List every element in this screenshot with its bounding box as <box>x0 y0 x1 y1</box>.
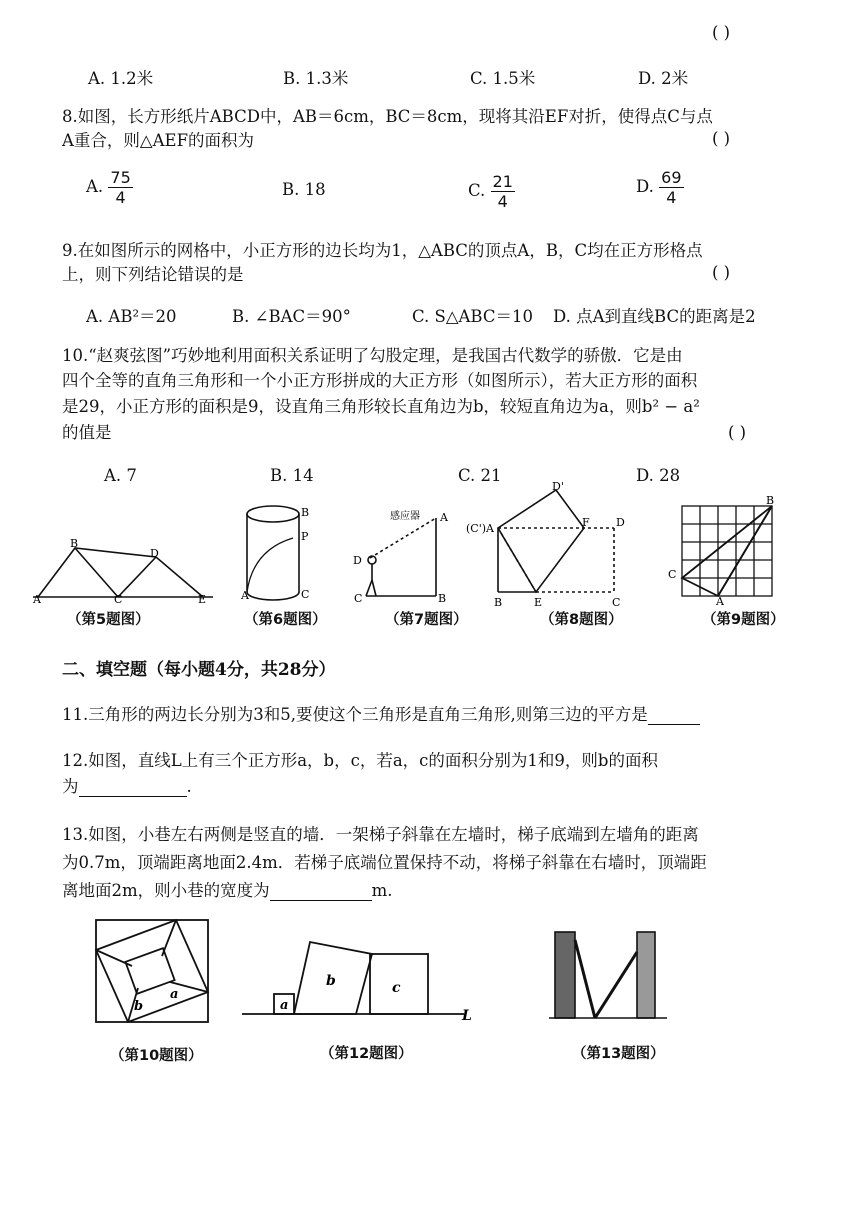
q8-option-a <box>86 168 133 207</box>
fig12-label-l: L <box>462 1008 472 1024</box>
q10-option-d: D. 28 <box>636 466 681 485</box>
question-answer-paren: ( ) <box>712 23 731 42</box>
caption-fig8: （第8题图） <box>540 612 623 628</box>
caption-fig5: （第5题图） <box>67 612 150 628</box>
q10-option-c: C. 21 <box>458 466 502 485</box>
fig6-label-b: B <box>301 506 310 519</box>
caption-fig10: （第10题图） <box>110 1048 203 1064</box>
q8-option-d-label: D. <box>636 177 654 196</box>
fig7-label-b: B <box>438 592 447 604</box>
q8-option-c-fraction <box>491 172 515 211</box>
q13-unit: m. <box>371 881 393 900</box>
q8-option-b: B. 18 <box>282 180 326 199</box>
q12-prompt: 为 <box>62 777 79 796</box>
q7-option-d: D. 2米 <box>638 69 689 88</box>
q8-option-c-label: C. <box>468 181 486 200</box>
q10-line2: 四个全等的直角三角形和一个小正方形拼成的大正方形（如图所示），若大正方形的面积 <box>62 371 698 390</box>
q11-text <box>62 704 700 725</box>
denominator: 4 <box>497 192 508 211</box>
figure-12 <box>240 930 480 1025</box>
fig7-label-c: C <box>354 592 363 604</box>
fig5-label-a: A <box>33 593 41 605</box>
figure-10 <box>92 916 217 1026</box>
q8-line1: 8.如图，长方形纸片ABCD中，AB＝6cm，BC＝8cm，现将其沿EF对折，使得点C与点 <box>62 107 713 126</box>
fig10-label-a: a <box>170 987 179 1002</box>
q9-option-d: D. 点A到直线BC的距离是2 <box>553 307 756 326</box>
caption-fig9: （第9题图） <box>702 612 785 628</box>
numerator: 69 <box>661 168 682 187</box>
q10-line1: 10.“赵爽弦图”巧妙地利用面积关系证明了勾股定理，是我国古代数学的骄傲．它是由 <box>62 346 683 365</box>
figure-7 <box>348 506 458 604</box>
fig12-label-b: b <box>326 973 336 989</box>
q8-option-d-fraction <box>659 168 683 207</box>
figure-9 <box>662 494 787 606</box>
figure-6 <box>235 500 320 605</box>
q8-option-a-label: A. <box>86 177 104 196</box>
q8-paren: ( ) <box>712 129 731 148</box>
fig8-label-b: B <box>494 596 503 609</box>
fig5-label-e: E <box>198 593 207 605</box>
fig8-label-f: F <box>582 516 590 529</box>
caption-fig7: （第7题图） <box>385 612 468 628</box>
q9-option-c: C. S△ABC＝10 <box>412 307 533 326</box>
denominator: 4 <box>115 188 126 207</box>
fig9-label-a: A <box>716 595 724 606</box>
caption-fig6: （第6题图） <box>244 612 327 628</box>
fig9-label-b: B <box>766 494 775 507</box>
q13-line1: 13.如图，小巷左右两侧是竖直的墙．一架梯子斜靠在左墙时，梯子底端到左墙角的距离 <box>62 825 699 844</box>
fig12-label-a: a <box>280 998 289 1013</box>
fig7-label-sensor: 感应器 <box>390 511 420 522</box>
q9-option-a: A. AB²＝20 <box>86 307 177 326</box>
q13-line2: 为0.7m，顶端距离地面2.4m．若梯子底端位置保持不动，将梯子斜靠在右墙时，顶端距 <box>62 853 707 872</box>
caption-fig12: （第12题图） <box>320 1046 413 1062</box>
q11-prompt: 11.三角形的两边长分别为3和5,要使这个三角形是直角三角形,则第三边的平方是 <box>62 705 648 724</box>
q9-line1: 9.在如图所示的网格中，小正方形的边长均为1，△ABC的顶点A，B，C均在正方形格点 <box>62 241 703 260</box>
fig8-label-dprime: D' <box>552 480 564 493</box>
q10-paren: ( ) <box>728 423 747 442</box>
fig6-label-a: A <box>241 589 249 602</box>
q12-answer-blank[interactable] <box>79 780 187 797</box>
fig8-label-c: C <box>612 596 621 609</box>
q9-paren: ( ) <box>712 263 731 282</box>
q8-option-a-fraction <box>108 168 132 207</box>
numerator: 21 <box>492 172 513 191</box>
q9-line2: 上，则下列结论错误的是 <box>62 265 244 284</box>
fig5-label-c: C <box>114 593 123 605</box>
q10-option-b: B. 14 <box>270 466 314 485</box>
numerator: 75 <box>110 168 131 187</box>
fig7-label-a: A <box>440 511 448 524</box>
q10-line4: 的值是 <box>62 423 112 442</box>
q8-option-d <box>636 168 684 207</box>
fig5-label-b: B <box>70 537 79 550</box>
q8-line2: A重合，则△AEF的面积为 <box>62 131 255 150</box>
q9-option-b: B. ∠BAC＝90° <box>232 307 351 326</box>
fig12-label-c: c <box>392 980 401 996</box>
q8-option-c <box>468 172 515 211</box>
fig10-label-b: b <box>134 999 144 1014</box>
q7-option-a: A. 1.2米 <box>88 69 154 88</box>
fig5-label-d: D <box>150 547 159 560</box>
fig6-label-p: P <box>301 530 309 543</box>
caption-fig13: （第13题图） <box>572 1046 665 1062</box>
q13-prompt: 离地面2m，则小巷的宽度为 <box>62 881 270 900</box>
figure-13 <box>545 928 675 1024</box>
fig8-label-e: E <box>534 596 543 609</box>
fig9-label-c: C <box>668 568 677 581</box>
fig8-label-d: D <box>616 516 625 529</box>
fig8-label-ca: (C')A <box>466 522 494 535</box>
q12-line1: 12.如图，直线L上有三个正方形a，b，c，若a，c的面积分别为1和9，则b的面积 <box>62 751 658 770</box>
section-title: 二、填空题（每小题4分，共28分） <box>62 660 336 680</box>
q7-option-c: C. 1.5米 <box>470 69 536 88</box>
fig7-label-d: D <box>353 554 362 567</box>
q11-answer-blank[interactable] <box>648 708 700 725</box>
q10-option-a: A. 7 <box>104 466 137 485</box>
figure-5 <box>28 535 218 605</box>
q12-line2 <box>62 776 192 797</box>
q13-answer-blank[interactable] <box>270 884 372 901</box>
q10-line3: 是29，小正方形的面积是9，设直角三角形较长直角边为b，较短直角边为a，则b² − a² <box>62 397 700 416</box>
q7-option-b: B. 1.3米 <box>283 69 349 88</box>
denominator: 4 <box>666 188 677 207</box>
fig6-label-c: C <box>301 588 310 601</box>
figure-8 <box>462 478 642 610</box>
q12-period: . <box>186 777 192 796</box>
q13-line3 <box>62 880 393 901</box>
